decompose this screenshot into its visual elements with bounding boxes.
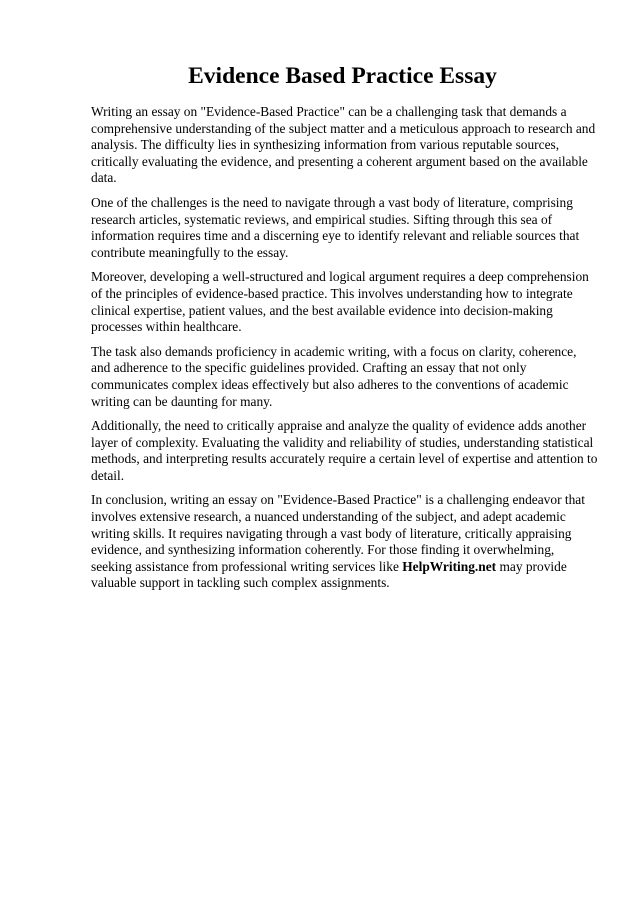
- helpwriting-brand: HelpWriting.net: [402, 558, 497, 574]
- paragraph-writing: The task also demands proficiency in academic writing, with a focus on clarity, coherence, and adherence to the specific guidelines provided. Crafting an essay that not only communicates complex ideas effectively but also adheres to the conventions of academic writing can be daunting for many.: [91, 343, 577, 409]
- paragraph-literature: One of the challenges is the need to navigate through a vast body of literature, comprising research articles, systematic reviews, and empirical studies. Sifting through this sea of information requires time and a discerning eye to identify relevant and reliable sources that contribute meaningfully to the essay.: [91, 194, 580, 260]
- paragraph-conclusion: [91, 492, 598, 592]
- paragraph-intro: Writing an essay on "Evidence-Based Practice" can be a challenging task that demands a comprehensive understanding of the subject matter and a meticulous approach to research and analysis. The difficulty lies in synthesizing information from various reputable sources, critically evaluating the evidence, and presenting a coherent argument based on the available data.: [91, 104, 596, 186]
- paragraph-argument: Moreover, developing a well-structured and logical argument requires a deep comprehension of the principles of evidence-based practice. This involves understanding how to integrate clinical expertise, patient values, and the best available evidence into decision-making processes within healthcare.: [91, 269, 589, 335]
- conclusion-text-after: may provide valuable support in tackling such complex assignments.: [91, 558, 567, 591]
- document-title: Evidence Based Practice Essay: [188, 63, 497, 89]
- paragraph-appraisal: Additionally, the need to critically appraise and analyze the quality of evidence adds another layer of complexity. Evaluating the validity and reliability of studies, understanding statistical methods, and interpreting results accurately require a certain level of expertise and attention to detail.: [91, 418, 598, 483]
- conclusion-text-before: In conclusion, writing an essay on "Evidence-Based Practice" is a challenging endeavor that involves extensive research, a nuanced understanding of the subject, and adept academic writing skills. It requires navigating through a vast body of literature, critically appraising evidence, and synthesizing information coherently. For those finding it overwhelming, seeking assistance from professional writing services like: [91, 492, 585, 574]
